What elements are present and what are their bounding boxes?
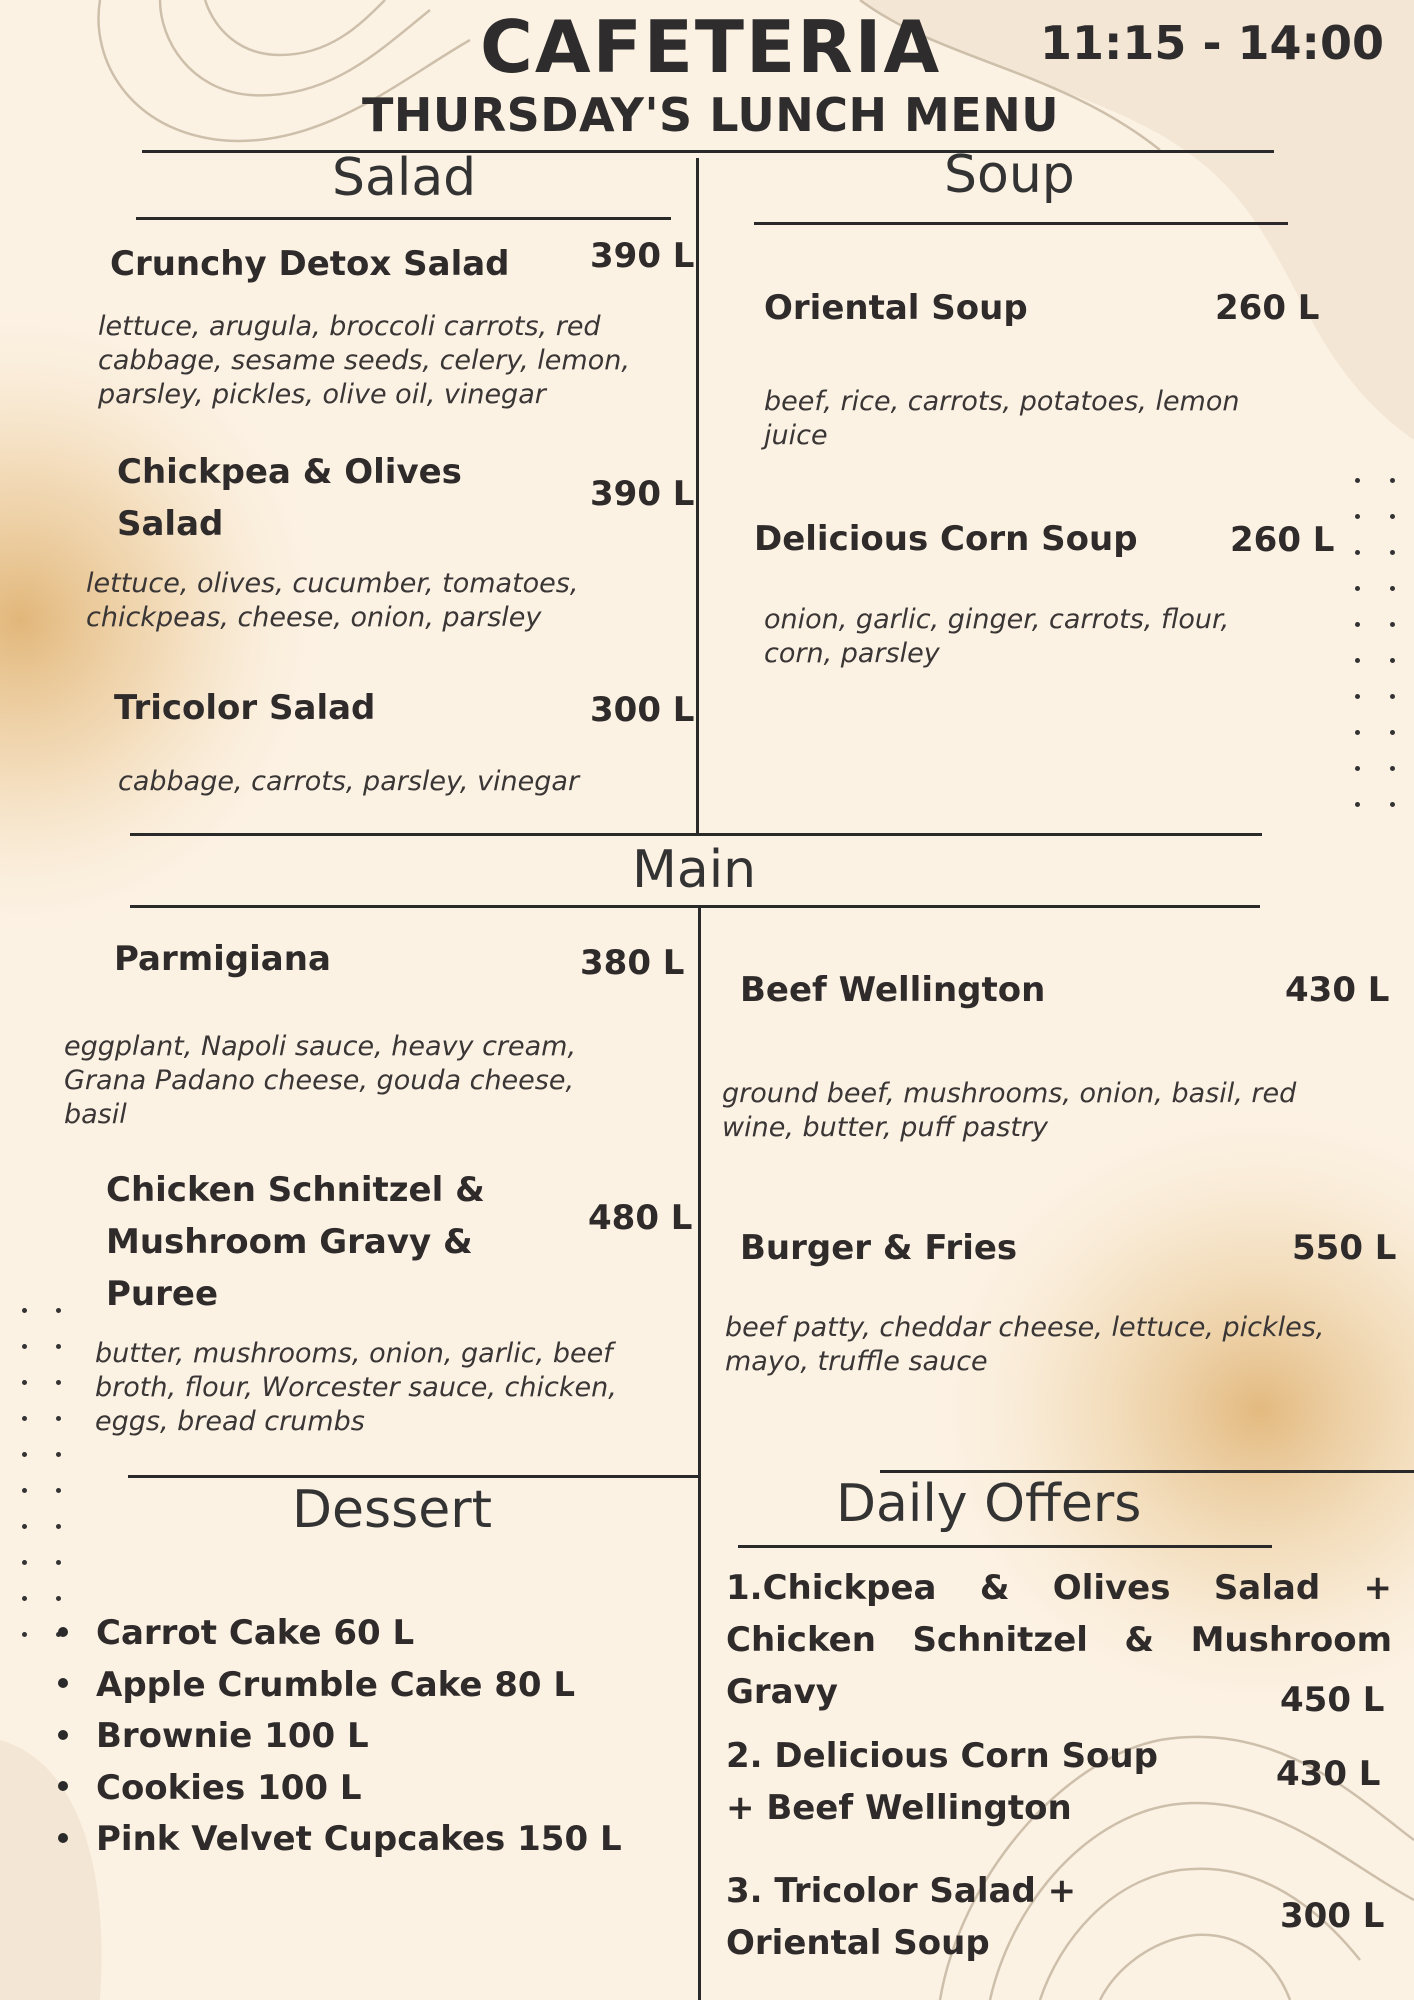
main-heading: Main xyxy=(632,840,757,900)
list-item: Pink Velvet Cupcakes 150 L xyxy=(58,1814,678,1866)
main-item-description: butter, mushrooms, onion, garlic, beef broth, flour, Worcester sauce, chicken, eggs, bread crumbs xyxy=(95,1338,617,1437)
bullet-icon xyxy=(58,1627,68,1637)
soup-item-name: Delicious Corn Soup xyxy=(754,519,1138,559)
bullet-icon xyxy=(58,1781,68,1791)
salad-item-name: Tricolor Salad xyxy=(114,688,376,728)
list-item: Carrot Cake 60 L xyxy=(58,1608,678,1660)
main-item-name: Chicken Schnitzel & Mushroom Gravy & Puree xyxy=(106,1170,485,1314)
offer-item-text: 1.Chickpea & Olives Salad + Chicken Schnitzel & Mushroom Gravy xyxy=(726,1568,1392,1712)
offer-item-price: 430 L xyxy=(1276,1754,1381,1794)
soup-item-price: 260 L xyxy=(1215,288,1320,328)
divider-vertical-main xyxy=(698,908,701,2000)
list-item: Brownie 100 L xyxy=(58,1711,678,1763)
soup-heading: Soup xyxy=(944,145,1075,205)
main-item-description: ground beef, mushrooms, onion, basil, red wine, butter, puff pastry xyxy=(722,1078,1297,1143)
divider-salad-heading xyxy=(136,217,671,220)
bullet-icon xyxy=(58,1678,68,1688)
salad-item-price: 390 L xyxy=(590,474,695,514)
list-item: Cookies 100 L xyxy=(58,1763,678,1815)
bullet-icon xyxy=(58,1833,68,1843)
offer-item-price: 450 L xyxy=(1280,1680,1385,1720)
main-item-description: beef patty, cheddar cheese, lettuce, pickles, mayo, truffle sauce xyxy=(725,1312,1325,1377)
main-item-price: 430 L xyxy=(1285,970,1390,1010)
main-item-price: 550 L xyxy=(1292,1228,1397,1268)
main-item-price: 480 L xyxy=(588,1198,693,1238)
soup-item-name: Oriental Soup xyxy=(764,288,1028,328)
salad-heading: Salad xyxy=(332,148,477,208)
soup-item-price: 260 L xyxy=(1230,520,1335,560)
soup-item-description: beef, rice, carrots, potatoes, lemon juice xyxy=(764,386,1240,451)
salad-item-description: lettuce, arugula, broccoli carrots, red cabbage, sesame seeds, celery, lemon, parsley, pickles, olive oil, vinegar xyxy=(98,311,630,410)
menu-subtitle: THURSDAY'S LUNCH MENU xyxy=(362,88,1060,142)
salad-item-price: 300 L xyxy=(590,690,695,730)
offer-item-text: 2. Delicious Corn Soup + Beef Wellington xyxy=(726,1736,1158,1828)
soup-item-description: onion, garlic, ginger, carrots, flour, corn, parsley xyxy=(764,604,1230,669)
salad-item-name: Crunchy Detox Salad xyxy=(110,244,510,284)
offers-heading: Daily Offers xyxy=(836,1474,1142,1534)
salad-item-description: lettuce, olives, cucumber, tomatoes, chickpeas, cheese, onion, parsley xyxy=(86,568,579,633)
salad-item-price: 390 L xyxy=(590,236,695,276)
main-item-description: eggplant, Napoli sauce, heavy cream, Grana Padano cheese, gouda cheese, basil xyxy=(64,1031,577,1130)
bullet-icon xyxy=(58,1730,68,1740)
divider-offers-top xyxy=(880,1470,1414,1473)
divider-header xyxy=(142,150,1274,153)
dessert-heading: Dessert xyxy=(292,1480,492,1540)
divider-soup-heading xyxy=(754,222,1288,225)
divider-vertical-top xyxy=(696,158,699,833)
page-title: CAFETERIA xyxy=(480,5,942,89)
offer-item-price: 300 L xyxy=(1280,1896,1385,1936)
main-item-name: Beef Wellington xyxy=(740,970,1046,1010)
main-item-name: Parmigiana xyxy=(114,939,331,979)
divider-dessert-top xyxy=(128,1475,701,1478)
salad-item-name: Chickpea & Olives Salad xyxy=(117,452,462,544)
divider-offers-heading xyxy=(738,1545,1272,1548)
main-item-name: Burger & Fries xyxy=(740,1228,1018,1268)
opening-hours: 11:15 - 14:00 xyxy=(1040,16,1384,70)
divider-main-top xyxy=(130,833,1262,836)
list-item: Apple Crumble Cake 80 L xyxy=(58,1660,678,1712)
main-item-price: 380 L xyxy=(580,943,685,983)
dessert-list xyxy=(58,1608,678,1866)
offer-item-text: 3. Tricolor Salad + Oriental Soup xyxy=(726,1871,1077,1963)
salad-item-description: cabbage, carrots, parsley, vinegar xyxy=(118,766,580,797)
divider-main-heading xyxy=(130,905,1260,908)
